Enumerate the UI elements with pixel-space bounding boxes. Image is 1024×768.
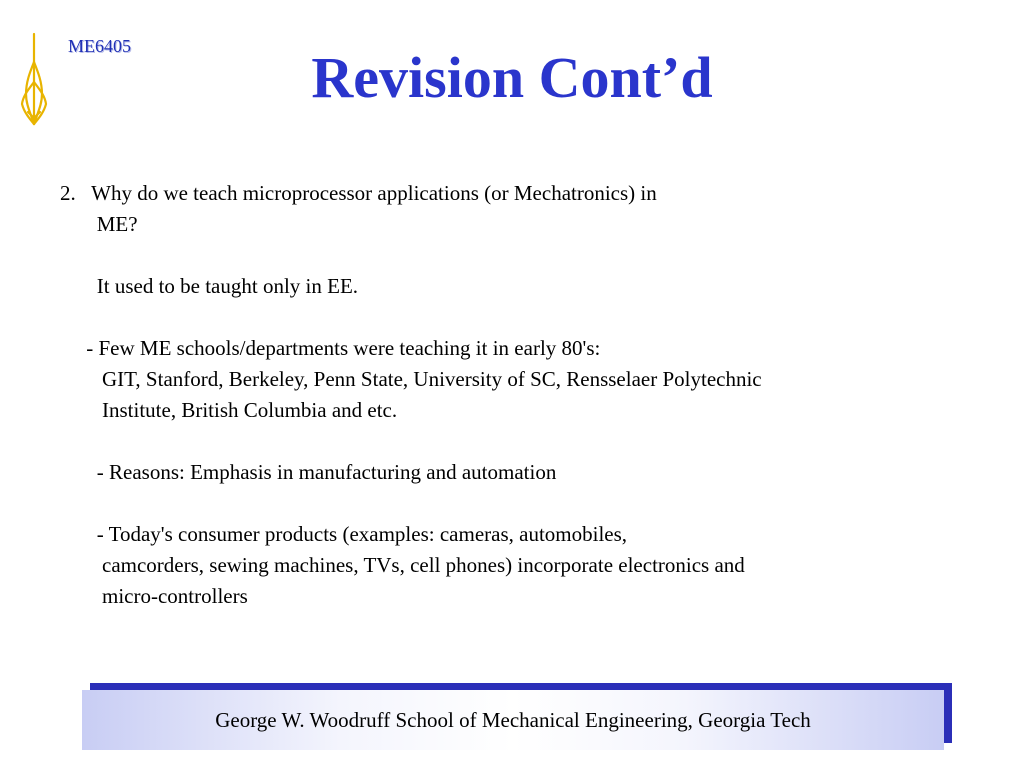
body-line: Institute, British Columbia and etc. [60,398,398,422]
blank-line [60,488,960,519]
course-code: ME6405 [68,36,131,56]
body-line: camcorders, sewing machines, TVs, cell phones) incorporate electronics and [60,553,745,577]
body-line: 2. Why do we teach microprocessor applications (or Mechatronics) in [60,181,657,205]
body-line: GIT, Stanford, Berkeley, Penn State, University of SC, Rensselaer Polytechnic [60,367,762,391]
slide-body [60,178,960,612]
footer-banner [82,690,944,750]
body-line: - Today's consumer products (examples: cameras, automobiles, [60,522,628,546]
footer-text: George W. Woodruff School of Mechanical Engineering, Georgia Tech [215,707,811,732]
body-line: It used to be taught only in EE. [60,274,359,298]
blank-line [60,240,960,271]
body-line: micro-controllers [60,584,248,608]
body-line: ME? [60,212,138,236]
body-line: - Reasons: Emphasis in manufacturing and automation [60,460,557,484]
blank-line [60,426,960,457]
slide-title: Revision Cont’d [311,45,713,110]
body-line: - Few ME schools/departments were teaching it in early 80's: [60,336,601,360]
blank-line [60,302,960,333]
